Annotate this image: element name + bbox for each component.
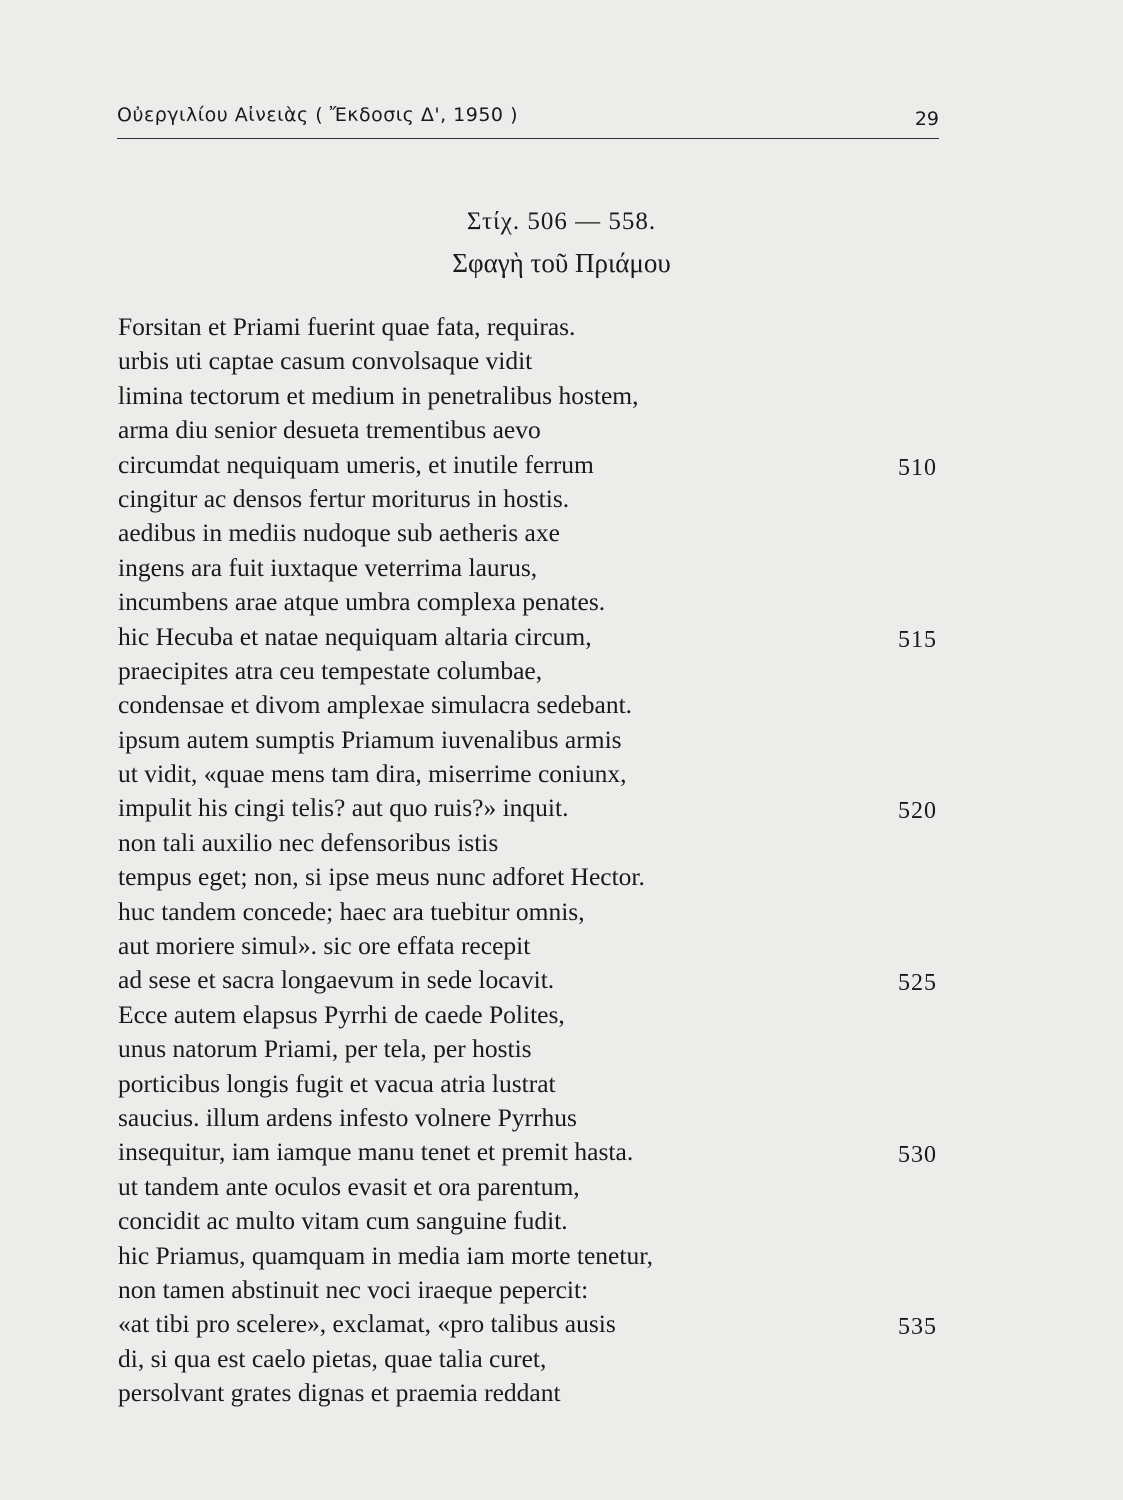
- verse-line: [118, 963, 948, 997]
- verse-text: huc tandem concede; haec ara tuebitur omnis,: [118, 896, 585, 926]
- verse-text: ut vidit, «quae mens tam dira, miserrime coniunx,: [118, 759, 627, 789]
- verse-text: non tali auxilio nec defensoribus istis: [118, 827, 499, 857]
- verse-line: [118, 723, 948, 757]
- section-title: Σφαγὴ τοῦ Πριάμου: [452, 248, 671, 278]
- verse-text: cingitur ac densos fertur moriturus in hostis.: [118, 483, 570, 513]
- verse-line: [118, 413, 948, 447]
- verse-text: insequitur, iam iamque manu tenet et premit hasta.: [118, 1137, 634, 1167]
- verse-text: «at tibi pro scelere», exclamat, «pro talibus ausis: [118, 1309, 616, 1339]
- verse-text: praecipites atra ceu tempestate columbae,: [118, 655, 543, 685]
- verse-line: [118, 482, 948, 516]
- verse-line: [118, 344, 948, 378]
- verse-text: aut moriere simul». sic ore effata recepit: [118, 931, 531, 961]
- verse-line: [118, 929, 948, 963]
- verse-text: ut tandem ante oculos evasit et ora parentum,: [118, 1171, 580, 1201]
- verse-line: [118, 895, 948, 929]
- verse-list: [118, 310, 948, 1411]
- line-number: 515: [898, 626, 937, 653]
- verse-line: [118, 1204, 948, 1238]
- verse-line: [118, 688, 948, 722]
- verse-text: circumdat nequiquam umeris, et inutile ferrum: [118, 449, 594, 479]
- verse-line: [118, 448, 948, 482]
- verse-line: [118, 757, 948, 791]
- verse-text: arma diu senior desueta trementibus aevo: [118, 415, 541, 445]
- verse-text: porticibus longis fugit et vacua atria lustrat: [118, 1068, 556, 1098]
- verse-text: incumbens arae atque umbra complexa penates.: [118, 587, 606, 617]
- verse-text: urbis uti captae casum convolsaque vidit: [118, 346, 533, 376]
- verse-line: [118, 310, 948, 344]
- verse-line: [118, 1307, 948, 1341]
- verse-line: [118, 826, 948, 860]
- verse-text: Forsitan et Priami fuerint quae fata, requiras.: [118, 312, 576, 341]
- line-number: 520: [898, 798, 937, 825]
- verse-text: non tamen abstinuit nec voci iraeque pepercit:: [118, 1274, 589, 1304]
- verse-text: tempus eget; non, si ipse meus nunc adforet Hector.: [118, 862, 645, 892]
- verse-text: concidit ac multo vitam cum sanguine fudit.: [118, 1206, 568, 1236]
- verse-line: [118, 1135, 948, 1169]
- running-header: [117, 98, 939, 139]
- verse-text: hic Priamus, quamquam in media iam morte tenetur,: [118, 1240, 654, 1270]
- verse-text: condensae et divom amplexae simulacra sedebant.: [118, 690, 633, 720]
- verse-line: [118, 379, 948, 413]
- verse-text: unus natorum Priami, per tela, per hostis: [118, 1034, 532, 1064]
- verse-text: ipsum autem sumptis Priamum iuvenalibus armis: [118, 724, 622, 754]
- verse-text: limina tectorum et medium in penetralibus hostem,: [118, 380, 639, 410]
- running-title: Οὐεργιλίου Αἰνειὰς ( Ἔκδοσις Δ', 1950 ): [117, 104, 518, 126]
- verse-text: impulit his cingi telis? aut quo ruis?» inquit.: [118, 793, 569, 823]
- verse-text: ingens ara fuit iuxtaque veterrima laurus,: [118, 552, 538, 582]
- verse-text: ad sese et sacra longaevum in sede locavit.: [118, 965, 555, 995]
- verse-text: hic Hecuba et natae nequiquam altaria circum,: [118, 621, 592, 651]
- verse-text: persolvant grates dignas et praemia reddant: [118, 1378, 561, 1408]
- line-number: 535: [898, 1314, 937, 1341]
- line-number: 510: [898, 454, 937, 481]
- verse-line: [118, 998, 948, 1032]
- verse-line: [118, 860, 948, 894]
- verse-text: saucius. illum ardens infesto volnere Pyrrhus: [118, 1102, 577, 1132]
- verse-range-heading: Στίχ. 506 — 558.: [466, 208, 657, 235]
- verse-line: [118, 516, 948, 550]
- verse-line: [118, 1342, 948, 1376]
- verse-line: [118, 1239, 948, 1273]
- verse-line: [118, 1101, 948, 1135]
- line-number: 525: [898, 970, 937, 997]
- verse-line: [118, 1170, 948, 1204]
- verse-text: aedibus in mediis nudoque sub aetheris axe: [118, 518, 560, 548]
- verse-line: [118, 791, 948, 825]
- verse-line: [118, 1273, 948, 1307]
- verse-line: [118, 1067, 948, 1101]
- verse-line: [118, 551, 948, 585]
- verse-text: di, si qua est caelo pietas, quae talia curet,: [118, 1343, 547, 1373]
- verse-line: [118, 654, 948, 688]
- verse-line: [118, 1032, 948, 1066]
- verse-line: [118, 1376, 948, 1410]
- page-number: 29: [914, 108, 939, 130]
- verse-line: [118, 620, 948, 654]
- verse-text: Ecce autem elapsus Pyrrhi de caede Polites,: [118, 999, 565, 1029]
- verse-line: [118, 585, 948, 619]
- line-number: 530: [898, 1142, 937, 1169]
